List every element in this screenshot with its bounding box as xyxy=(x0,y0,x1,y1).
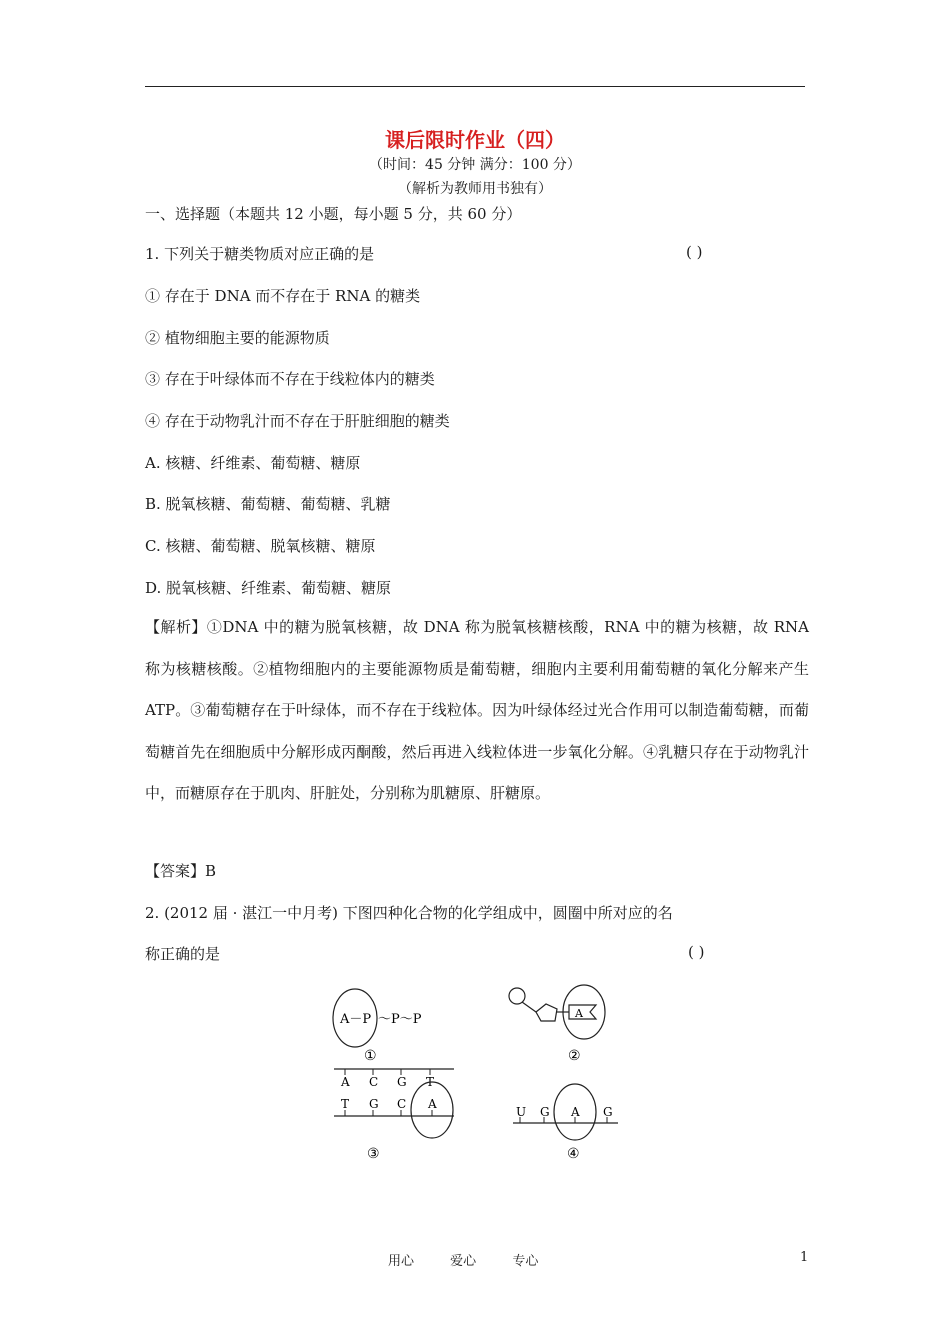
q2-stem-line1: 2. (2012 届 · 湛江一中月考) 下图四种化合物的化学组成中，圆圈中所对应的名 xyxy=(145,904,673,922)
dna-bottom-base: T xyxy=(341,1097,350,1111)
q1-answer-bracket: ( ) xyxy=(686,243,703,261)
dna-top-base: A xyxy=(341,1075,350,1089)
diagram-label-1: ① xyxy=(364,1048,377,1064)
atp-circled-text: A－P xyxy=(340,1012,372,1027)
base-letter: A xyxy=(575,1007,583,1020)
q1-stem: 1. 下列关于糖类物质对应正确的是 xyxy=(145,245,375,263)
phosphate-circle xyxy=(509,988,525,1004)
diagram-dna xyxy=(334,1069,454,1162)
rna-base: G xyxy=(540,1105,550,1119)
rna-base: G xyxy=(603,1105,613,1119)
q1-item-2: ② 植物细胞主要的能源物质 xyxy=(145,329,330,347)
q1-option-b: B. 脱氧核糖、葡萄糖、葡萄糖、乳糖 xyxy=(145,495,391,513)
rna-base: U xyxy=(516,1105,527,1119)
q1-option-d: D. 脱氧核糖、纤维素、葡萄糖、糖原 xyxy=(145,579,392,597)
q1-answer: 【答案】B xyxy=(145,862,217,880)
dna-bottom-base: C xyxy=(397,1097,407,1111)
dna-bottom-base: G xyxy=(369,1097,379,1111)
atp-tail-text: ～P～P xyxy=(378,1012,422,1027)
q1-option-a: A. 核糖、纤维素、葡萄糖、糖原 xyxy=(145,454,361,472)
page-number: 1 xyxy=(800,1250,809,1265)
pentose-shape xyxy=(536,1004,557,1021)
q1-item-1: ① 存在于 DNA 而不存在于 RNA 的糖类 xyxy=(145,287,421,305)
diagram-label-4: ④ xyxy=(567,1146,580,1162)
q1-item-3: ③ 存在于叶绿体而不存在于线粒体内的糖类 xyxy=(145,370,435,388)
diagram-label-3: ③ xyxy=(367,1146,380,1162)
q1-item-4: ④ 存在于动物乳汁而不存在于肝脏细胞的糖类 xyxy=(145,412,450,430)
footer-item: 专心 xyxy=(512,1254,539,1269)
dna-circled-base: A xyxy=(428,1097,437,1111)
q1-analysis: 【解析】①DNA 中的糖为脱氧核糖，故 DNA 称为脱氧核糖核酸，RNA 中的糖为核糖，故 RNA 称为核糖核酸。②植物细胞内的主要能源物质是葡萄糖，细胞内主要利用葡萄糖的氧化分解来产生 ATP。③葡萄糖存在于叶绿体，而不存在于线粒体。因为叶绿体经过光合作用可以制造葡萄糖，而葡萄糖首先在细胞质中分解形成丙酮酸，然后再进入线粒体进一步氧化分解。④乳糖只存在于动物乳汁中，而糖原存在于肌肉、肝脏处，分别称为肌糖原、肝糖原。 xyxy=(145,618,809,802)
page-title: 课后限时作业（四） xyxy=(385,128,565,152)
footer-slogan xyxy=(388,1250,570,1269)
section-heading: 一、选择题（本题共 12 小题，每小题 5 分，共 60 分） xyxy=(145,205,522,223)
exam-info: （时间：45 分钟 满分：100 分） xyxy=(369,157,581,173)
diagram-atp xyxy=(333,989,422,1064)
diagram-rna xyxy=(513,1084,618,1162)
q1-option-c: C. 核糖、葡萄糖、脱氧核糖、糖原 xyxy=(145,537,376,555)
footer-item: 爱心 xyxy=(450,1254,477,1269)
teacher-note: （解析为教师用书独有） xyxy=(398,181,552,197)
bond-line xyxy=(522,1002,536,1012)
footer-item: 用心 xyxy=(388,1254,415,1269)
diagram-nucleotide xyxy=(509,985,605,1064)
dna-top-base: G xyxy=(397,1075,407,1089)
rna-circled-base: A xyxy=(571,1105,580,1119)
q2-stem-line2: 称正确的是 xyxy=(145,945,221,963)
dna-top-base: T xyxy=(426,1075,435,1089)
diagram-label-2: ② xyxy=(568,1048,581,1064)
q2-answer-bracket: ( ) xyxy=(688,943,705,961)
dna-top-base: C xyxy=(369,1075,379,1089)
